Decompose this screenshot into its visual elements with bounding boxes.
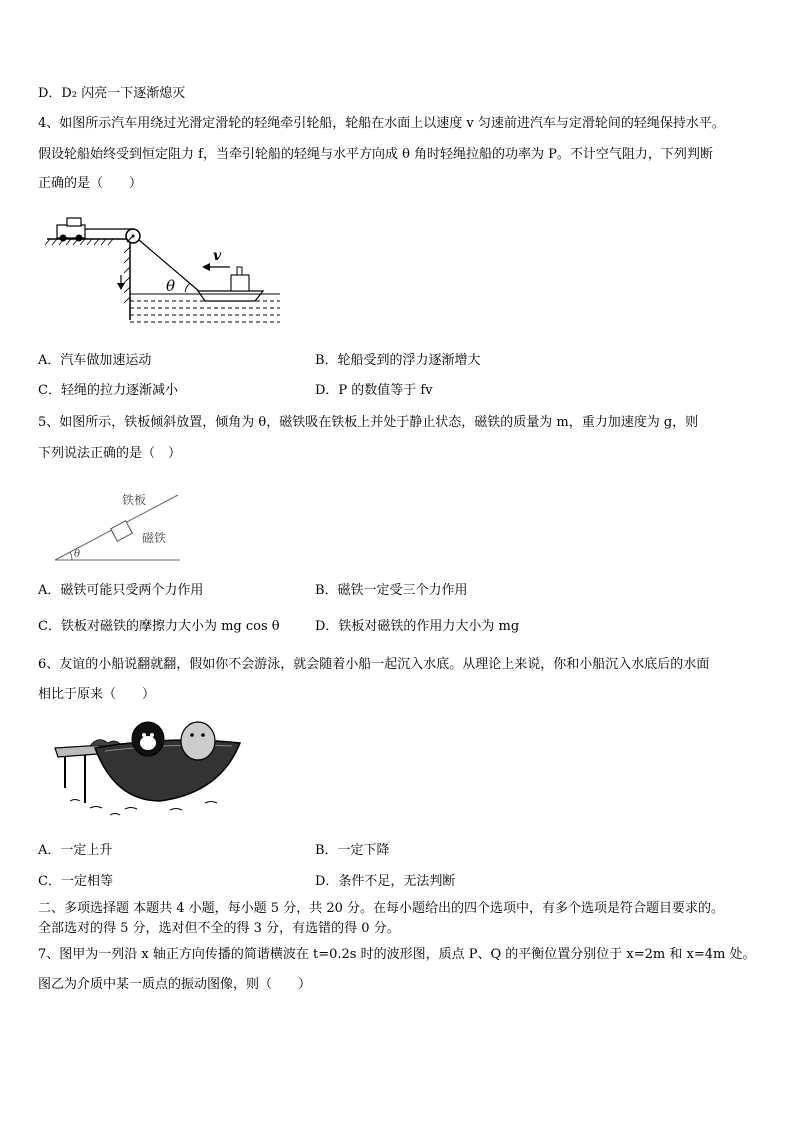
black-character [132, 722, 164, 756]
q5-option-b: B．磁铁一定受三个力作用 [315, 583, 468, 598]
q6-option-b: B．一定下降 [315, 843, 390, 858]
q7-stem-line1: 7、图甲为一列沿 x 轴正方向传播的简谐横波在 t=0.2s 时的波形图，质点 P、Q 的平衡位置分别位于 x=2m 和 x=4m 处。 [38, 947, 756, 962]
ship-icon [198, 267, 263, 301]
magnet-block [111, 521, 133, 541]
q7-stem-line2: 图乙为介质中某一质点的振动图像，则（ ） [38, 977, 312, 992]
car-icon [57, 218, 85, 242]
q6-option-a: A．一定上升 [38, 843, 113, 858]
q4-stem-line3: 正确的是（ ） [38, 176, 143, 191]
q4-fig-v: v [213, 248, 222, 264]
q4-figure-car-ship [45, 215, 285, 330]
q5-figure-incline [50, 487, 185, 567]
q5-stem-line2: 下列说法正确的是（ ） [38, 446, 182, 461]
q4-option-a: A．汽车做加速运动 [38, 353, 152, 368]
q6-figure-boat [50, 713, 245, 818]
q5-option-a: A．磁铁可能只受两个力作用 [38, 583, 204, 598]
q3-option-d: D．D₂ 闪亮一下逐渐熄灭 [38, 86, 186, 101]
q5-stem-line1: 5、如图所示，铁板倾斜放置，倾角为 θ，磁铁吸在铁板上并处于静止状态，磁铁的质量为 m，重力加速度为 g，则 [38, 415, 699, 430]
q4-stem-line2: 假设轮船始终受到恒定阻力 f，当牵引轮船的轻绳与水平方向成 θ 角时轻绳拉船的功率为 P。不计空气阻力，下列判断 [38, 147, 713, 162]
q4-option-b: B．轮船受到的浮力逐渐增大 [315, 353, 481, 368]
q6-option-d: D．条件不足，无法判断 [315, 874, 456, 889]
q5-fig-magnet-label: 磁铁 [142, 531, 167, 545]
q4-option-d: D．P 的数值等于 fv [315, 383, 433, 398]
q6-option-c: C．一定相等 [38, 874, 113, 889]
q6-stem-line1: 6、友谊的小船说翻就翻，假如你不会游泳，就会随着小船一起沉入水底。从理论上来说，你和小船沉入水底后的水面 [38, 657, 710, 672]
q5-fig-theta: θ [74, 549, 81, 560]
q4-fig-theta: θ [166, 277, 176, 295]
q6-stem-line2: 相比于原来（ ） [38, 687, 156, 702]
q5-option-d: D．铁板对磁铁的作用力大小为 mg [315, 619, 520, 634]
grey-character [181, 722, 215, 760]
q5-fig-plate-label: 铁板 [122, 493, 147, 507]
q4-stem-line1: 4、如图所示汽车用绕过光滑定滑轮的轻绳牵引轮船，轮船在水面上以速度 v 匀速前进汽车与定滑轮间的轻绳保持水平。 [38, 116, 725, 131]
q5-option-c: C．铁板对磁铁的摩擦力大小为 mg cos θ [38, 619, 280, 634]
section2-heading-line1: 二、多项选择题 本题共 4 小题，每小题 5 分，共 20 分。在每小题给出的四个选项中，有多个选项是符合题目要求的。 [38, 901, 725, 916]
section2-heading-line2: 全部选对的得 5 分，选对但不全的得 3 分，有选错的得 0 分。 [38, 921, 400, 936]
q4-option-c: C．轻绳的拉力逐渐减小 [38, 383, 178, 398]
